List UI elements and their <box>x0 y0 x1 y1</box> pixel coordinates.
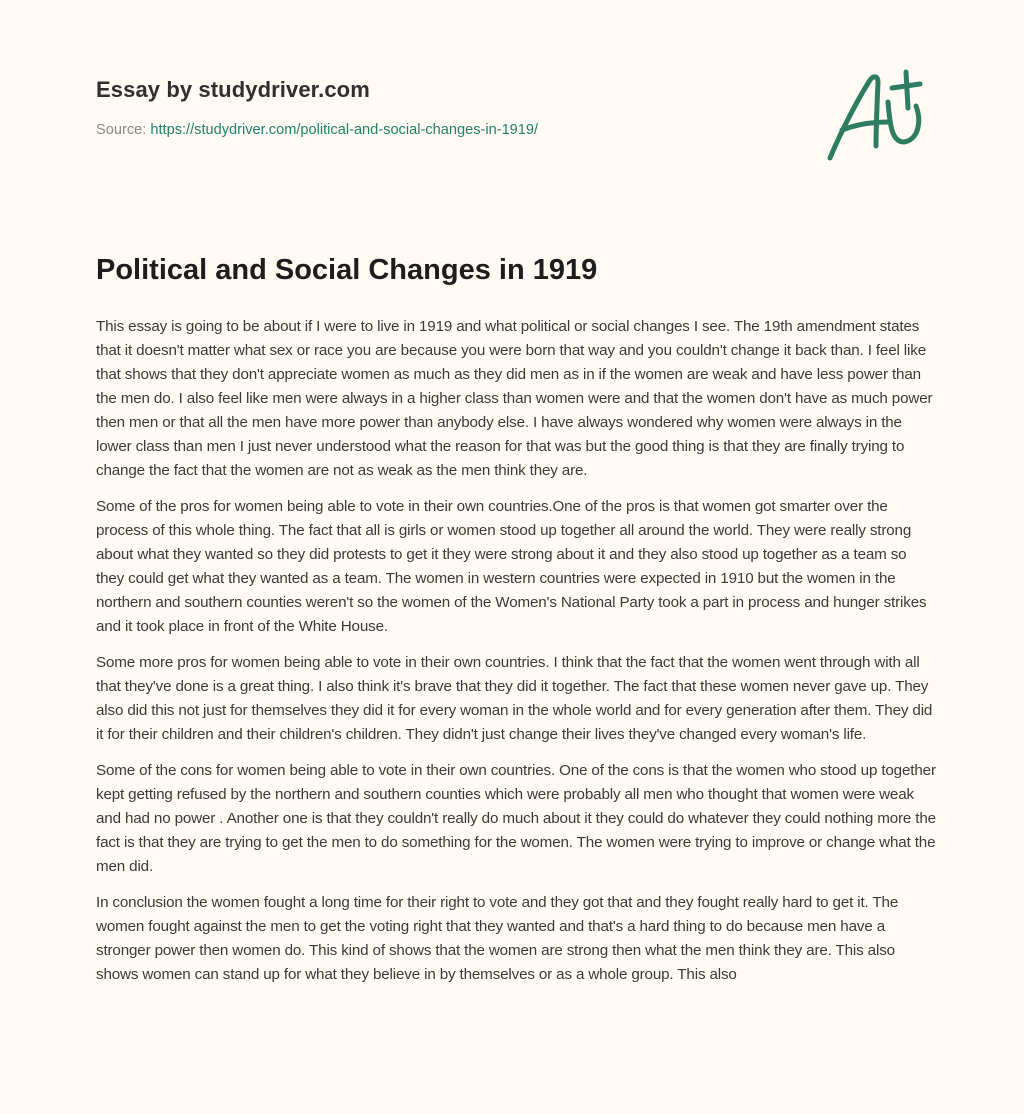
essay-paragraph: This essay is going to be about if I were to live in 1919 and what political or social changes I see. The 19th amendment states that it doesn't matter what sex or race you are because you were born that way and you couldn't change it back than. I feel like that shows that they don't appreciate women as much as they did men as in if the women are weak and have less power than the men do. I also feel like men were always in a higher class than women were and that the women don't have as much power then men or that all the men have more power than anybody else. I have always wondered why women were always in the lower class than men I just never understood what the reason for that was but the good thing is that they are finally trying to change the fact that the women are not as weak as the men think they are. <box>96 318 933 479</box>
source-link[interactable]: https://studydriver.com/political-and-social-changes-in-1919/ <box>150 122 539 138</box>
essay-paragraph: In conclusion the women fought a long time for their right to vote and they got that and they fought really hard to get it. The women fought against the men to get the voting right that they wanted and that's a hard thing to do because men have a stronger power then women do. This kind of shows that the women are strong then what the men think they are. This also shows women can stand up for what they believe in by themselves or as a whole group. This also <box>96 894 899 983</box>
essay-paragraph: Some more pros for women being able to vote in their own countries. I think that the fact that the women went through with all that they've done is a great thing. I also think it's brave that they did it together. The fact that these women never gave up. They also did this not just for themselves they did it for every woman in the whole world and for every generation after them. They did it for their children and their children's children. They didn't just change their lives they've changed every woman's life. <box>96 654 933 743</box>
a-plus-grade-icon <box>820 66 930 166</box>
essay-header <box>96 74 796 138</box>
essay-body <box>96 315 936 999</box>
site-title: Essay by studydriver.com <box>96 77 370 102</box>
essay-paragraph: Some of the pros for women being able to vote in their own countries.One of the pros is that women got smarter over the process of this whole thing. The fact that all is girls or women stood up together all around the world. They were really strong about what they wanted so they did protests to get it they were strong about it and they also stood up together as a team so they could get what they wanted as a team. The women in western countries were expected in 1910 but the women in the northern and southern counties weren't so the women of the Women's National Party took a part in process and hunger strikes and it took place in front of the White House. <box>96 498 927 635</box>
source-line <box>96 122 538 138</box>
source-label: Source: <box>96 122 151 138</box>
essay-title: Political and Social Changes in 1919 <box>96 254 598 286</box>
essay-paragraph: Some of the cons for women being able to vote in their own countries. One of the cons is that the women who stood up together kept getting refused by the northern and southern counties which were probably all men who thought that women were weak and had no power . Another one is that they couldn't really do much about it they could do whatever they could nothing more the fact is that they are trying to get the men to do something for the women. The women were trying to improve or change what the men did. <box>96 762 936 875</box>
